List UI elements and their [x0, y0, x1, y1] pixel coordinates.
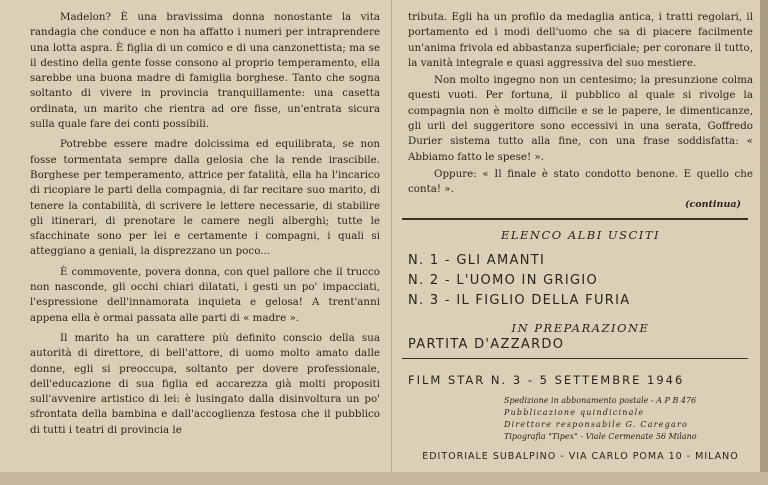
- paragraph: È commovente, povera donna, con quel pallore che il trucco non nasconde, gli occhi chiari dilatati, i gesti un po' impacciati, l'espressione dell'innamorata inquieta e gelosa! A trent'anni appena ella è ormai passata alle parti di « madre ».: [30, 265, 380, 324]
- paragraph: Potrebbe essere madre dolcissima ed equilibrata, se non fosse tormentata sempre dalla gelosia che la rende irascibile. Borghese per temperamento, attrice per fatalità, ella ha l'incarico di ricopiare le parti della compagnia, di far recitare suo marito, di tenere la contabilità, di scrivere le lettere necessarie, di stabilire gli itinerari, di prenotare le camere negli alberghi; tutte le sfacchinate sono per lei e certamente i compagni, i quali si atteggiano a geniali, la disprezzano un poco...: [30, 138, 380, 258]
- left-text-column: [30, 10, 380, 443]
- paper-edge: [760, 0, 768, 485]
- publication-info-line: Tipografia "Tipex" - Viale Cermenate 56 Milano: [504, 431, 697, 441]
- section-rule: [402, 358, 748, 359]
- paragraph: Non molto ingegno non un centesimo; la presunzione colma questi vuoti. Per fortuna, il pubblico al quale si rivolge la compagnia non è molto difficile e se le papere, le dimenticanze, gli urli del suggeritore sono eccessivi in una serata, Goffredo Durier sistema tutto alla fine, con una frase soddisfatta: « Abbiamo fatto le spese! ».: [408, 74, 753, 163]
- paper-edge: [0, 472, 768, 485]
- paragraph: Madelon? È una bravissima donna nonostante la vita randagia che conduce e non ha affatto i numeri per intraprendere una lotta aspra. È figlia di un comico e di una canzonettista; ma se il destino della gente fosse consono al proprio temperamento, ella sarebbe una buona madre di famiglia borghese. Tanto che sogna soltanto di vivere in provincia tranquillamente: una casetta ordinata, un marito che rientra ad ore fisse, un'entrata sicura sulla quale fare dei conti possibili.: [30, 11, 380, 131]
- album-item: N. 3 - IL FIGLIO DELLA FURIA: [408, 293, 631, 309]
- masthead: FILM STAR N. 3 - 5 SETTEMBRE 1946: [408, 373, 685, 388]
- publication-info-line: Direttore responsabile G. Caregaro: [504, 419, 688, 429]
- section-rule: [402, 218, 748, 220]
- in-preparation-heading: IN PREPARAZIONE: [511, 321, 650, 336]
- publication-info: [504, 395, 753, 443]
- paragraph: tributa. Egli ha un profilo da medaglia antica, i tratti regolari, il portamento ed i modi dell'uomo che sa di piacere facilmente un'anima frivola ed abbastanza superficiale; per coronare il tutto, la vanità integrale e quasi aggressiva del suo mestiere.: [408, 11, 753, 69]
- continua-label: (continua): [685, 198, 741, 210]
- paragraph: Il marito ha un carattere più definito conscio della sua autorità di direttore, di bell'attore, di uomo molto amato dalle donne, egli si preoccupa, soltanto per dovere professionale, dell'educazione di sua figlia ed accarezza già molti propositi sull'avvenire artistico di lei: è lusingato dalla disinvoltura un po' sfrontata della bambina e dall'accoglienza festosa che il pubblico di tutti i teatri di provincia le: [30, 331, 380, 436]
- in-preparation-title: PARTITA D'AZZARDO: [408, 337, 565, 353]
- publisher-line: EDITORIALE SUBALPINO - VIA CARLO POMA 10 - MILANO: [422, 450, 739, 462]
- album-item: N. 2 - L'UOMO IN GRIGIO: [408, 273, 599, 289]
- paragraph: Oppure: « Il finale è stato condotto benone. E quello che conta! ».: [408, 167, 753, 196]
- album-item: N. 1 - GLI AMANTI: [408, 253, 546, 269]
- right-text-column: [408, 10, 753, 464]
- page-fold-divider: [391, 0, 392, 472]
- publication-info-line: Pubblicazione quindicinale: [504, 407, 645, 417]
- publication-info-line: Spedizione in abbonamento postale - A P B 476: [504, 395, 697, 405]
- albums-heading: ELENCO ALBI USCITI: [500, 227, 661, 242]
